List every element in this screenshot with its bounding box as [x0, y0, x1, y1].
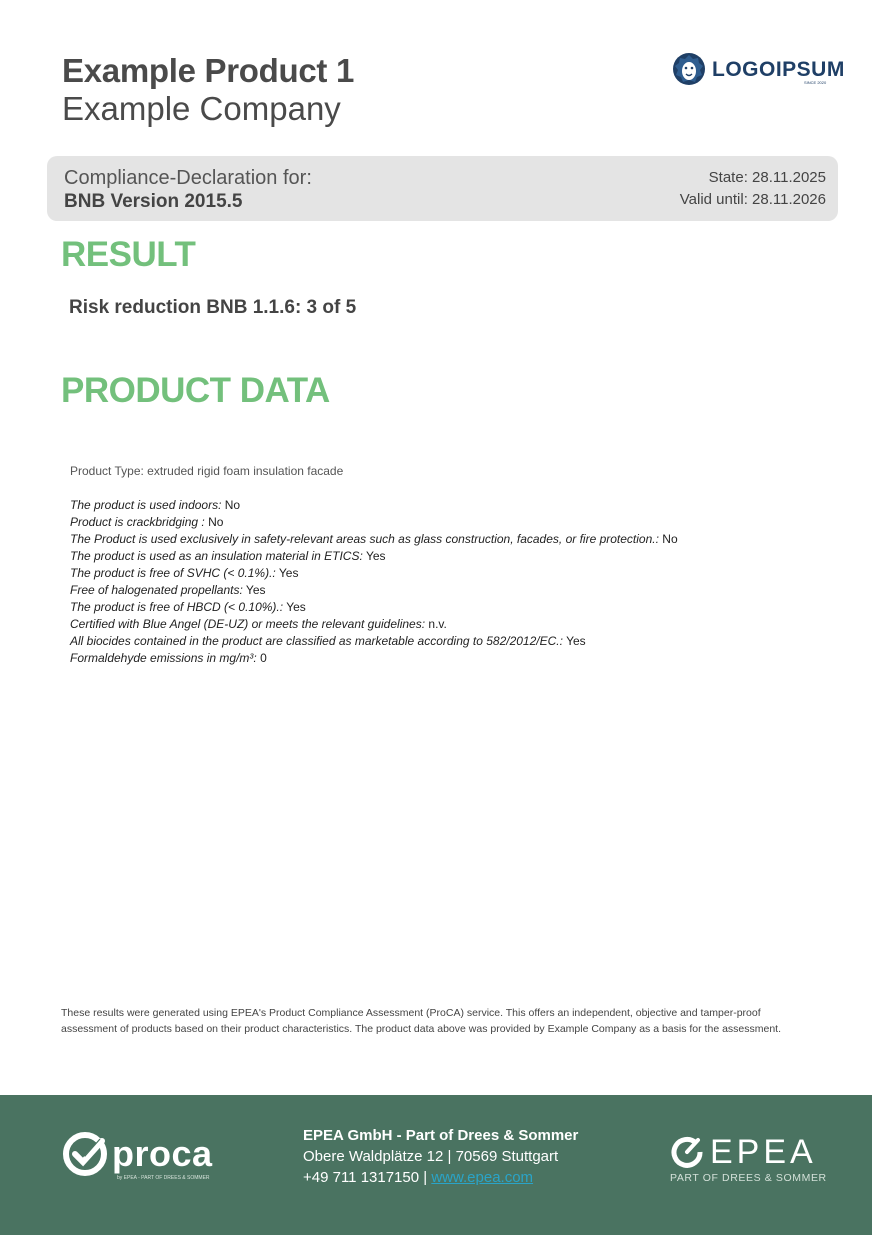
property-question: The product is free of SVHC (< 0.1%).:	[70, 566, 276, 580]
property-question: All biocides contained in the product are classified as marketable according to 582/2012/EC.:	[70, 634, 563, 648]
epea-text: EPEA	[710, 1133, 817, 1171]
proca-text: proca	[112, 1133, 213, 1174]
logo-subtext: SINCE 2020	[804, 80, 827, 85]
property-row	[70, 599, 678, 616]
property-question: Certified with Blue Angel (DE-UZ) or meets the relevant guidelines:	[70, 617, 426, 631]
website-link[interactable]: www.epea.com	[431, 1169, 534, 1186]
property-answer: Yes	[278, 566, 299, 580]
valid-until-date: Valid until: 28.11.2026	[679, 191, 826, 208]
banner-label: Compliance-Declaration for:	[64, 167, 312, 189]
property-answer: Yes	[245, 583, 266, 597]
property-answer: No	[662, 532, 678, 546]
property-question: The product is free of HBCD (< 0.10%).:	[70, 600, 284, 614]
epea-swirl-icon	[670, 1135, 704, 1169]
property-question: Formaldehyde emissions in mg/m³:	[70, 651, 257, 665]
property-answer: Yes	[286, 600, 306, 614]
compliance-banner	[47, 156, 838, 221]
proca-logo	[62, 1131, 213, 1181]
footer-company: EPEA GmbH - Part of Drees & Sommer	[303, 1127, 579, 1144]
lion-icon	[672, 50, 706, 88]
footer	[0, 1095, 872, 1235]
property-question: Free of halogenated propellants:	[70, 583, 243, 597]
footer-street: Obere Waldplätze 12 | 70569 Stuttgart	[303, 1148, 559, 1165]
property-question: Product is crackbridging :	[70, 515, 205, 529]
properties-list	[70, 497, 678, 667]
footer-contact	[303, 1169, 578, 1190]
result-line: Risk reduction BNB 1.1.6: 3 of 5	[69, 297, 357, 318]
property-question: The Product is used exclusively in safety-relevant areas such as glass construction, facades, or fire protection.:	[70, 532, 659, 546]
proca-check-icon	[62, 1131, 108, 1177]
logo-text: LOGOIPSUM	[712, 57, 845, 81]
result-heading: RESULT	[61, 235, 196, 274]
property-row	[70, 616, 678, 633]
company-name: Example Company	[62, 90, 341, 127]
epea-subtext: PART OF DREES & SOMMER	[670, 1172, 827, 1184]
property-row	[70, 565, 678, 582]
product-title: Example Product 1	[62, 52, 354, 89]
epea-logo	[670, 1135, 827, 1184]
company-logo	[672, 50, 845, 88]
property-row	[70, 582, 678, 599]
property-answer: Yes	[566, 634, 586, 648]
product-type: Product Type: extruded rigid foam insulation facade	[70, 464, 344, 478]
property-answer: No	[208, 515, 224, 529]
property-answer: n.v.	[428, 617, 447, 631]
state-date: State: 28.11.2025	[708, 169, 826, 186]
disclaimer-text: These results were generated using EPEA's Product Compliance Assessment (ProCA) service. This offers an independent, objective and tamper-proof assessment of products based on their product characteristics. The product data above was provided by Example Company as a basis for the assessment.	[61, 1007, 782, 1035]
banner-version: BNB Version 2015.5	[64, 191, 243, 212]
footer-phone: +49 711 1317150 |	[303, 1169, 432, 1186]
property-question: The product is used as an insulation material in ETICS:	[70, 549, 363, 563]
property-answer: Yes	[365, 549, 386, 563]
property-row	[70, 497, 678, 514]
property-answer: 0	[260, 651, 267, 665]
property-row	[70, 633, 678, 650]
property-row	[70, 650, 678, 667]
footer-address	[303, 1127, 578, 1190]
property-row	[70, 548, 678, 565]
property-answer: No	[224, 498, 241, 512]
product-data-heading: PRODUCT DATA	[61, 371, 330, 410]
property-row	[70, 531, 678, 548]
property-row	[70, 514, 678, 531]
proca-subtext: by EPEA - PART OF DREES & SOMMER	[117, 1175, 210, 1181]
property-question: The product is used indoors:	[70, 498, 222, 512]
